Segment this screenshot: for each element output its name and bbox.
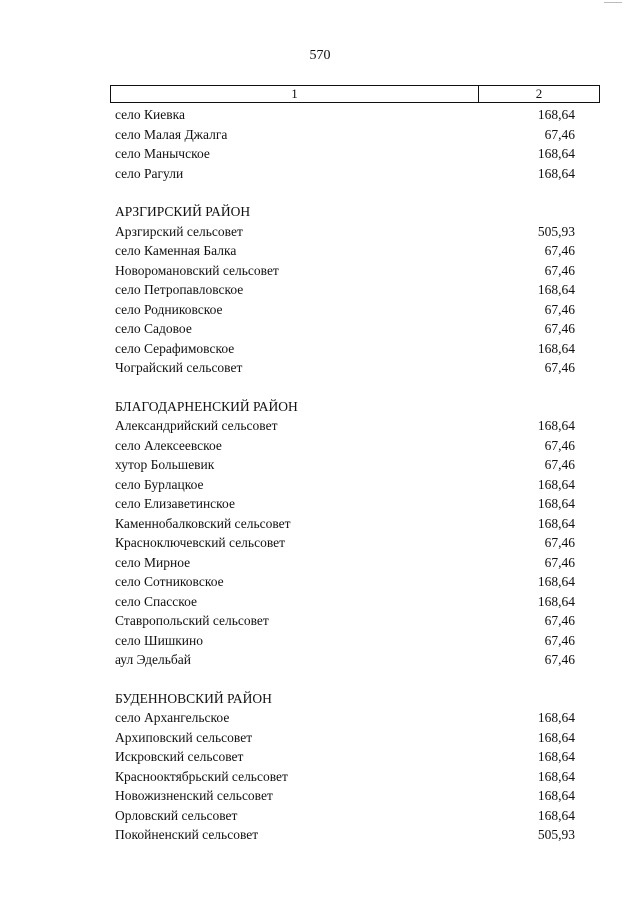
settlement-name: Каменнобалковский сельсовет — [115, 515, 291, 531]
settlement-value: 168,64 — [537, 282, 575, 297]
settlement-value: 67,46 — [544, 301, 575, 317]
settlement-name: Архиповский сельсовет — [115, 729, 253, 745]
settlement-name: село Киевка — [115, 107, 185, 122]
settlement-name: село Родниковское — [115, 301, 223, 317]
settlement-value: 67,46 — [544, 632, 575, 648]
settlement-value: 67,46 — [544, 652, 575, 667]
settlement-name: село Бурлацкое — [115, 476, 204, 492]
table-row — [115, 164, 575, 184]
settlement-name: село Садовое — [115, 321, 192, 336]
settlement-name: село Манычское — [115, 146, 210, 161]
settlement-value: 67,46 — [544, 554, 575, 570]
settlement-name: Новожизненский сельсовет — [115, 788, 273, 803]
table-row — [115, 319, 575, 339]
settlement-value: 67,46 — [544, 535, 575, 550]
header-col-1: 1 — [111, 86, 479, 102]
table-row — [115, 631, 575, 651]
settlement-value: 168,64 — [537, 418, 575, 433]
settlement-name: село Каменная Балка — [115, 243, 237, 258]
table-row — [115, 494, 575, 514]
settlement-value: 168,64 — [537, 574, 575, 589]
settlement-value: 505,93 — [537, 223, 575, 239]
scan-artifact — [604, 2, 622, 3]
settlement-value: 168,64 — [537, 749, 575, 764]
table-row — [115, 222, 575, 242]
settlement-name: хутор Большевик — [115, 457, 215, 472]
table-row — [115, 455, 575, 475]
district-heading: БУДЕННОВСКИЙ РАЙОН — [115, 690, 272, 706]
settlement-value: 67,46 — [544, 437, 575, 453]
settlement-value: 67,46 — [544, 262, 575, 278]
settlement-value: 67,46 — [544, 321, 575, 336]
table-row — [115, 786, 575, 806]
settlement-value: 168,64 — [537, 146, 575, 161]
table-row — [115, 747, 575, 767]
table-row — [115, 728, 575, 748]
settlement-name: Покойненский сельсовет — [115, 827, 259, 842]
settlement-name: село Сотниковское — [115, 574, 224, 589]
settlement-name: Чограйский сельсовет — [115, 360, 243, 375]
table-row — [115, 261, 575, 281]
table-header — [110, 85, 600, 103]
table-row — [115, 572, 575, 592]
settlement-name: Краснооктябрьский сельсовет — [115, 768, 288, 784]
table-body — [115, 105, 575, 845]
settlement-value: 168,64 — [537, 768, 575, 784]
settlement-name: Красноключевский сельсовет — [115, 535, 286, 550]
settlement-name: Новоромановский сельсовет — [115, 262, 279, 278]
settlement-value: 168,64 — [537, 807, 575, 823]
table-row — [115, 125, 575, 145]
settlement-value: 67,46 — [544, 243, 575, 258]
settlement-value: 505,93 — [537, 827, 575, 842]
settlement-value: 168,64 — [537, 710, 575, 725]
table-row — [115, 708, 575, 728]
settlement-value: 168,64 — [537, 593, 575, 609]
settlement-value: 67,46 — [544, 360, 575, 375]
table-row — [115, 105, 575, 125]
settlement-value: 168,64 — [537, 729, 575, 745]
settlement-name: село Алексеевское — [115, 437, 222, 453]
settlement-value: 168,64 — [537, 788, 575, 803]
table-row — [115, 280, 575, 300]
settlement-name: Искровский сельсовет — [115, 749, 244, 764]
settlement-name: село Шишкино — [115, 632, 204, 648]
table-row — [115, 533, 575, 553]
settlement-name: село Елизаветинское — [115, 496, 235, 511]
table-row — [115, 514, 575, 534]
settlement-name: село Архангельское — [115, 710, 230, 725]
table-row — [115, 144, 575, 164]
table-row — [115, 300, 575, 320]
table-row — [115, 767, 575, 787]
header-col-2: 2 — [535, 86, 543, 101]
settlement-name: село Спасское — [115, 593, 197, 609]
table-row — [115, 611, 575, 631]
table-row — [115, 825, 575, 845]
settlement-value: 168,64 — [537, 476, 575, 492]
table-row — [115, 358, 575, 378]
settlement-name: село Петропавловское — [115, 282, 244, 297]
table-row — [115, 592, 575, 612]
settlement-name: село Серафимовское — [115, 340, 235, 356]
settlement-value: 168,64 — [537, 165, 575, 181]
settlement-name: село Рагули — [115, 165, 184, 181]
district-heading: АРЗГИРСКИЙ РАЙОН — [115, 204, 251, 219]
settlement-name: село Малая Джалга — [115, 126, 228, 142]
settlement-name: село Мирное — [115, 554, 191, 570]
settlement-name: аул Эдельбай — [115, 652, 191, 667]
settlement-name: Александрийский сельсовет — [115, 418, 278, 433]
table-row — [115, 416, 575, 436]
settlement-value: 67,46 — [544, 457, 575, 472]
table-row — [115, 806, 575, 826]
page-number: 570 — [309, 48, 331, 63]
settlement-value: 67,46 — [544, 126, 575, 142]
settlement-name: Ставропольский сельсовет — [115, 613, 269, 628]
settlement-name: Арзгирский сельсовет — [115, 223, 243, 239]
settlement-value: 168,64 — [537, 340, 575, 356]
table-row — [115, 436, 575, 456]
settlement-value: 168,64 — [537, 107, 575, 122]
district-heading: БЛАГОДАРНЕНСКИЙ РАЙОН — [115, 398, 298, 414]
settlement-value: 168,64 — [537, 496, 575, 511]
table-row — [115, 475, 575, 495]
settlement-value: 67,46 — [544, 613, 575, 628]
table-row — [115, 553, 575, 573]
table-row — [115, 339, 575, 359]
table-row — [115, 650, 575, 670]
table-row — [115, 241, 575, 261]
settlement-value: 168,64 — [537, 515, 575, 531]
settlement-name: Орловский сельсовет — [115, 807, 238, 823]
